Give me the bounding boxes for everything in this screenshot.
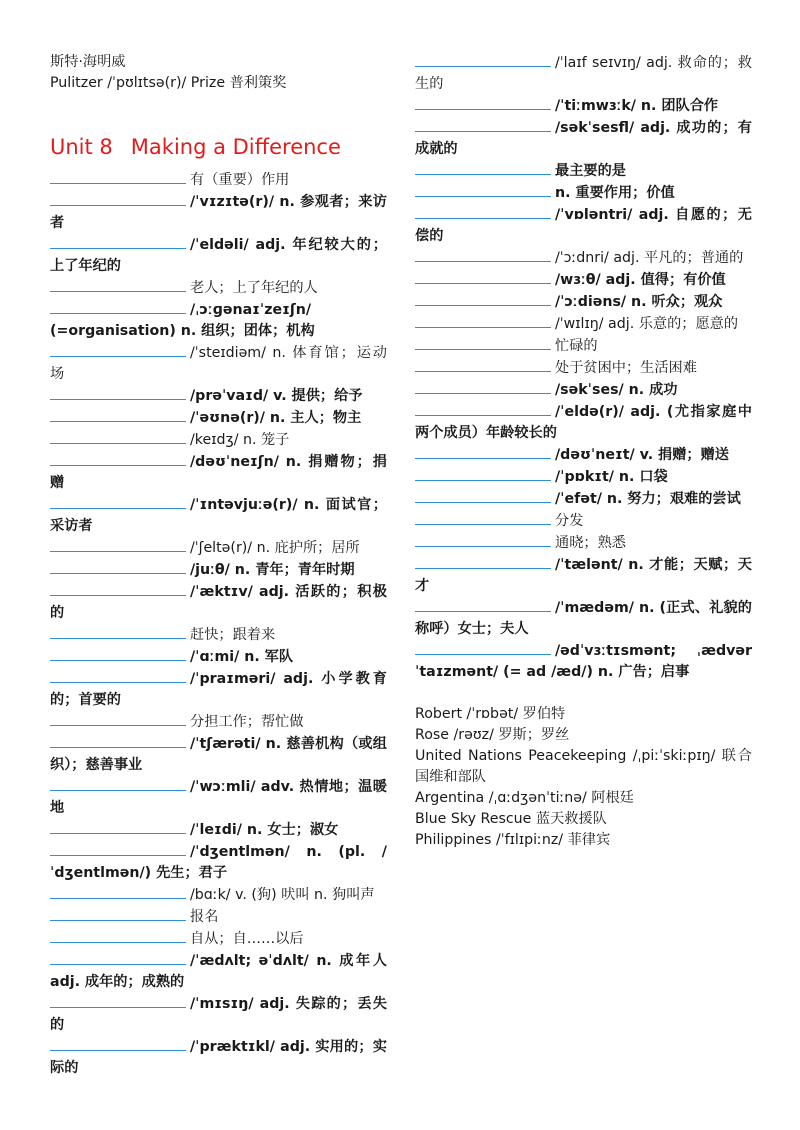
- unit-title: [50, 132, 387, 162]
- vocab-entry: [415, 204, 752, 247]
- answer-blank[interactable]: [50, 342, 186, 357]
- vocab-definition: /ˈɔːdiəns/ n. 听众；观众: [555, 294, 723, 310]
- vocab-entry: [50, 451, 387, 494]
- vocab-entry: [50, 342, 387, 385]
- vocab-definition: /ˈtʃærəti/ n. 慈善机构（或组织）；慈善事业: [50, 736, 387, 773]
- vocab-entry: [415, 313, 752, 335]
- vocab-definition: /keɪdʒ/ n. 笼子: [190, 432, 290, 448]
- vocab-entry: [415, 597, 752, 640]
- vocab-definition: /ˈmɪsɪŋ/ adj. 失踪的；丢失的: [50, 996, 387, 1033]
- vocab-definition: 自从；自……以后: [190, 931, 304, 947]
- vocab-definition: 有（重要）作用: [190, 172, 290, 188]
- vocab-entry: [50, 407, 387, 429]
- answer-blank[interactable]: [415, 204, 551, 219]
- vocab-definition: /ˌɔːɡənaɪˈzeɪʃn/ (=organisation) n. 组织；团体；机构: [50, 302, 315, 339]
- vocab-entry: [50, 950, 387, 993]
- vocab-entry: [415, 247, 752, 269]
- vocab-definition: 老人；上了年纪的人: [190, 280, 318, 296]
- vocab-entry: [415, 444, 752, 466]
- vocab-definition: /dəʊˈneɪt/ v. 捐赠；赠送: [555, 447, 729, 463]
- vocab-definition: 报名: [190, 909, 219, 925]
- vocab-definition: /səkˈsesfl/ adj. 成功的；有成就的: [415, 120, 752, 157]
- vocab-definition: /ˈʃeltə(r)/ n. 庇护所；居所: [190, 540, 360, 556]
- vocab-entry: [50, 711, 387, 733]
- vocab-definition: /ˈefət/ n. 努力；艰难的尝试: [555, 491, 741, 507]
- answer-blank[interactable]: [50, 234, 186, 249]
- vocab-entry: [415, 532, 752, 554]
- answer-blank[interactable]: [50, 624, 186, 639]
- answer-blank[interactable]: [50, 169, 186, 184]
- vocab-entry: [415, 117, 752, 160]
- vocab-definition: /ˈsteɪdiəm/ n. 体育馆；运动场: [50, 345, 387, 382]
- answer-blank[interactable]: [50, 494, 186, 509]
- vocab-definition: /ˈwɪlɪŋ/ adj. 乐意的；愿意的: [555, 316, 739, 332]
- vocab-entry: [50, 906, 387, 928]
- vocab-definition: 赶快；跟着来: [190, 627, 276, 643]
- vocab-entry: [415, 488, 752, 510]
- vocab-entry: [50, 234, 387, 277]
- vocab-definition: /ˈɑːmi/ n. 军队: [190, 649, 294, 665]
- proper-name-entry: United Nations Peacekeeping /ˌpiːˈskiːpɪŋ/ 联合国维和部队: [415, 748, 752, 785]
- vocab-entry: [415, 160, 752, 182]
- vocab-definition: /ˈpræktɪkl/ adj. 实用的；实际的: [50, 1039, 387, 1076]
- vocab-entry: [50, 624, 387, 646]
- vocab-definition: n. 重要作用；价值: [555, 185, 675, 201]
- vocab-entry: [415, 52, 752, 95]
- vocab-entry: [415, 379, 752, 401]
- unit-name: Making a Difference: [130, 135, 341, 159]
- answer-blank[interactable]: [415, 357, 551, 372]
- vocab-entry: [415, 466, 752, 488]
- answer-blank[interactable]: [50, 581, 186, 596]
- vocab-definition: /ˈeldə(r)/ adj. (尤指家庭中两个成员）年龄较长的: [415, 404, 752, 441]
- vocab-definition: /ədˈvɜːtɪsmənt; ˌædvərˈtaɪzmənt/ (= ad /æd/) n. 广告；启事: [415, 643, 752, 680]
- answer-blank[interactable]: [415, 488, 551, 503]
- answer-blank[interactable]: [50, 429, 186, 444]
- vocab-definition: /ˈɔːdnri/ adj. 平凡的；普通的: [555, 250, 744, 266]
- answer-blank[interactable]: [50, 451, 186, 466]
- answer-blank[interactable]: [50, 776, 186, 791]
- answer-blank[interactable]: [50, 668, 186, 683]
- left-column: [50, 52, 387, 1079]
- answer-blank[interactable]: [50, 537, 186, 552]
- vocab-definition: /dəʊˈneɪʃn/ n. 捐赠物；捐赠: [50, 454, 387, 491]
- vocab-entry: [415, 510, 752, 532]
- answer-blank[interactable]: [415, 379, 551, 394]
- vocab-entry: [50, 668, 387, 711]
- answer-blank[interactable]: [50, 841, 186, 856]
- answer-blank[interactable]: [415, 510, 551, 525]
- vocab-entry: [50, 169, 387, 191]
- vocab-definition: /ˈpɒkɪt/ n. 口袋: [555, 469, 668, 485]
- vocab-definition: /ˈædʌlt; əˈdʌlt/ n. 成年人 adj. 成年的；成熟的: [50, 953, 387, 990]
- vocab-definition: 分担工作；帮忙做: [190, 714, 304, 730]
- vocab-entry: [50, 277, 387, 299]
- vocab-definition: 处于贫困中；生活困难: [555, 360, 697, 376]
- vocab-definition: /ˈɪntəvjuːə(r)/ n. 面试官；采访者: [50, 497, 387, 534]
- vocab-definition: /səkˈses/ n. 成功: [555, 382, 678, 398]
- vocab-entry: [415, 357, 752, 379]
- answer-blank[interactable]: [415, 401, 551, 416]
- vocab-entry: [50, 385, 387, 407]
- answer-blank[interactable]: [50, 277, 186, 292]
- unit-number: Unit 8: [50, 135, 113, 159]
- vocab-entry: [50, 581, 387, 624]
- answer-blank[interactable]: [50, 1036, 186, 1051]
- vocab-definition: /prəˈvaɪd/ v. 提供；给予: [190, 388, 363, 404]
- vocab-entry: [50, 646, 387, 668]
- vocab-definition: /ˈvɒləntri/ adj. 自愿的；无偿的: [415, 207, 752, 244]
- vocab-entry: [50, 299, 387, 342]
- answer-blank[interactable]: [50, 385, 186, 400]
- vocab-entry: [50, 1036, 387, 1079]
- answer-blank[interactable]: [50, 733, 186, 748]
- intro-line: Pulitzer /ˈpʊlɪtsə(r)/ Prize 普利策奖: [50, 75, 287, 91]
- answer-blank[interactable]: [415, 640, 551, 655]
- answer-blank[interactable]: [415, 444, 551, 459]
- answer-blank[interactable]: [415, 247, 551, 262]
- vocab-entry: [50, 559, 387, 581]
- answer-blank[interactable]: [50, 906, 186, 921]
- vocab-list-right: [415, 52, 752, 683]
- vocab-entry: [50, 884, 387, 906]
- vocab-list-left: [50, 169, 387, 1079]
- vocab-definition: /ˈdʒentlmən/ n. (pl. /ˈdʒentlmən/) 先生；君子: [50, 844, 387, 881]
- vocab-definition: 通晓；熟悉: [555, 535, 626, 551]
- vocab-entry: [50, 537, 387, 559]
- answer-blank[interactable]: [415, 554, 551, 569]
- vocab-entry: [50, 733, 387, 776]
- vocab-definition: /ˈvɪzɪtə(r)/ n. 参观者；来访者: [50, 194, 387, 231]
- answer-blank[interactable]: [50, 819, 186, 834]
- answer-blank[interactable]: [50, 191, 186, 206]
- vocab-entry: [50, 819, 387, 841]
- answer-blank[interactable]: [50, 950, 186, 965]
- vocab-definition: 分发: [555, 513, 584, 529]
- vocab-definition: /ˈəʊnə(r)/ n. 主人；物主: [190, 410, 362, 426]
- proper-name-entry: Robert /ˈrɒbət/ 罗伯特: [415, 706, 566, 722]
- answer-blank[interactable]: [415, 117, 551, 132]
- vocab-definition: /ˈwɔːmli/ adv. 热情地；温暖地: [50, 779, 387, 816]
- vocab-definition: 最主要的是: [555, 163, 626, 179]
- answer-blank[interactable]: [415, 532, 551, 547]
- intro-line: 斯特·海明威: [50, 54, 126, 70]
- vocab-definition: /juːθ/ n. 青年；青年时期: [190, 562, 355, 578]
- vocab-entry: [415, 182, 752, 204]
- answer-blank[interactable]: [50, 711, 186, 726]
- answer-blank[interactable]: [415, 160, 551, 175]
- answer-blank[interactable]: [415, 269, 551, 284]
- vocab-entry: [50, 993, 387, 1036]
- vocab-entry: [415, 554, 752, 597]
- vocab-entry: [50, 776, 387, 819]
- vocab-definition: /ˈeldəli/ adj. 年纪较大的；上了年纪的: [50, 237, 387, 274]
- answer-blank[interactable]: [415, 52, 551, 67]
- answer-blank[interactable]: [50, 884, 186, 899]
- vocab-entry: [415, 95, 752, 117]
- right-column: [415, 52, 752, 851]
- answer-blank[interactable]: [50, 407, 186, 422]
- answer-blank[interactable]: [50, 993, 186, 1008]
- vocab-definition: /bɑːk/ v. (狗) 吠叫 n. 狗叫声: [190, 887, 375, 903]
- vocab-entry: [415, 335, 752, 357]
- vocab-definition: /ˈpraɪməri/ adj. 小学教育的；首要的: [50, 671, 387, 708]
- vocab-definition: 忙碌的: [555, 338, 598, 354]
- answer-blank[interactable]: [50, 559, 186, 574]
- vocab-entry: [50, 928, 387, 950]
- answer-blank[interactable]: [415, 335, 551, 350]
- answer-blank[interactable]: [415, 182, 551, 197]
- answer-blank[interactable]: [50, 646, 186, 661]
- answer-blank[interactable]: [50, 299, 186, 314]
- proper-name-entry: Philippines /ˈfɪlɪpiːnz/ 菲律宾: [415, 832, 611, 848]
- proper-names-list: [415, 704, 752, 851]
- vocab-definition: /ˈleɪdi/ n. 女士；淑女: [190, 822, 339, 838]
- vocab-definition: /wɜːθ/ adj. 值得；有价值: [555, 272, 726, 288]
- proper-name-entry: Argentina /ˌɑːdʒənˈtiːnə/ 阿根廷: [415, 790, 634, 806]
- vocab-entry: [50, 841, 387, 884]
- vocab-definition: /ˈlaɪf seɪvɪŋ/ adj. 救命的；救生的: [415, 55, 752, 92]
- vocab-entry: [415, 291, 752, 313]
- vocab-entry: [415, 640, 752, 683]
- proper-name-entry: Rose /rəʊz/ 罗斯；罗丝: [415, 727, 570, 743]
- vocab-definition: /ˈmædəm/ n. (正式、礼貌的称呼）女士；夫人: [415, 600, 752, 637]
- answer-blank[interactable]: [50, 928, 186, 943]
- answer-blank[interactable]: [415, 313, 551, 328]
- vocab-entry: [50, 191, 387, 234]
- proper-name-entry: Blue Sky Rescue 蓝天救援队: [415, 811, 607, 827]
- vocab-entry: [415, 401, 752, 444]
- vocab-definition: /ˈtiːmwɜːk/ n. 团队合作: [555, 98, 719, 114]
- answer-blank[interactable]: [415, 95, 551, 110]
- vocab-entry: [415, 269, 752, 291]
- vocab-entry: [50, 494, 387, 537]
- answer-blank[interactable]: [415, 466, 551, 481]
- vocab-entry: [50, 429, 387, 451]
- answer-blank[interactable]: [415, 291, 551, 306]
- vocab-definition: /ˈtælənt/ n. 才能；天赋；天才: [415, 557, 752, 594]
- answer-blank[interactable]: [415, 597, 551, 612]
- vocab-definition: /ˈæktɪv/ adj. 活跃的；积极的: [50, 584, 387, 621]
